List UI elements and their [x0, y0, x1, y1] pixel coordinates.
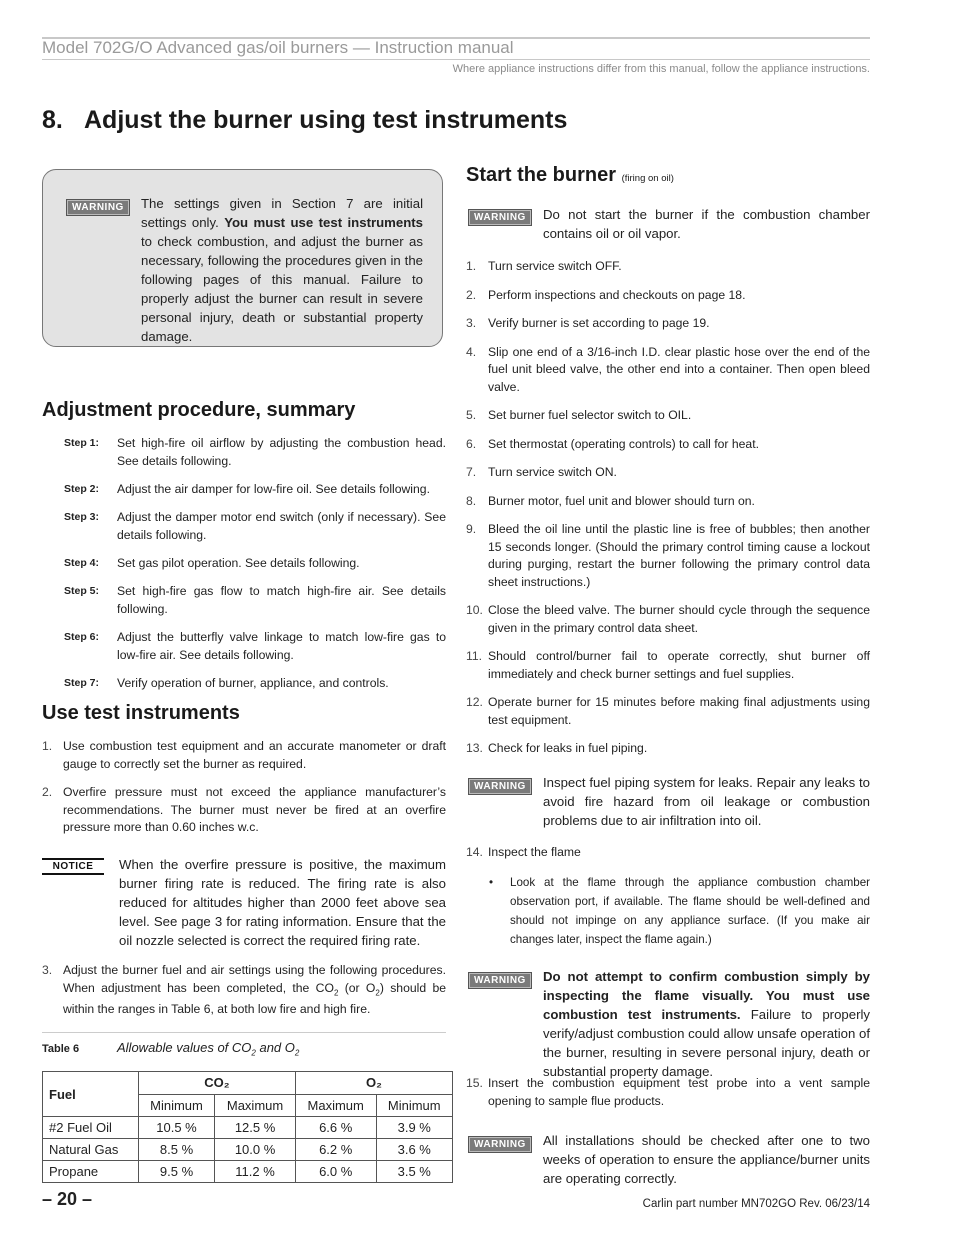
- notice-badge: NOTICE: [42, 858, 104, 875]
- step-14: [466, 844, 870, 873]
- step-item: Step 7: Verify operation of burner, appliance, and controls.: [64, 676, 389, 690]
- list-item: 3. Verify burner is set according to page 19.: [466, 316, 710, 330]
- warning-fuel-piping: [466, 773, 870, 831]
- warning-badge: WARNING: [66, 199, 130, 216]
- step-item: Step 3: Adjust the damper motor end switch (only if necessary). See details following.: [64, 510, 446, 542]
- section-title: Adjust the burner using test instruments: [84, 106, 568, 134]
- warning-text: The settings given in Section 7 are initial settings only. You must use test instruments to check combustion, and adjust the burner as necessary, following the procedures given in the following pages of this manual. Failure to properly adjust the burner can result in severe personal injury, death or substantial property damage.: [141, 196, 423, 344]
- header-bottom-rule: [42, 59, 870, 60]
- allowable-values-table: [42, 1071, 453, 1183]
- list-item: 15. Insert the combustion equipment test probe into a vent sample opening to sample flue products.: [466, 1076, 870, 1108]
- list-item: 2. Overfire pressure must not exceed the appliance manufacturer’s recommendations. The burner must never be fired at an overfire pressure more than 0.60 inches w.c.: [42, 785, 446, 834]
- list-item: 5. Set burner fuel selector switch to OIL.: [466, 408, 692, 422]
- step-item: Step 6: Adjust the butterfly valve linkage to match low-fire gas to low-fire air. See details following.: [64, 630, 446, 662]
- list-item: 10. Close the bleed valve. The burner should cycle through the sequence given in the primary control data sheet.: [466, 603, 870, 635]
- notice-text: When the overfire pressure is positive, the maximum burner firing rate is reduced. The firing rate is also reduced for altitudes higher than 2000 feet above sea level. See page 3 for rating information. Ensure that the oil nozzle selected is correct the required firing rate.: [119, 857, 446, 948]
- list-item: 2. Perform inspections and checkouts on page 18.: [466, 287, 746, 302]
- start-steps-list: [466, 258, 870, 769]
- step-item: Step 5: Set high-fire gas flow to match high-fire air. See details following.: [64, 584, 446, 616]
- list-item: 14. Inspect the flame: [466, 845, 581, 859]
- table-row: #2 Fuel Oil 10.5 % 12.5 % 6.6 % 3.9 %: [43, 1117, 453, 1139]
- col-fuel: Fuel: [43, 1072, 139, 1117]
- warning-text: Do not start the burner if the combustion chamber contains oil or oil vapor.: [543, 207, 870, 241]
- sub-header: Maximum: [295, 1094, 376, 1117]
- warning-badge: WARNING: [468, 209, 532, 226]
- list-item: 9. Bleed the oil line until the plastic line is free of bubbles; then another 15 seconds longer. (Should the primary control timing cause a lockout during purging, restart the burner following the primary control data sheet instructions.): [466, 522, 870, 589]
- table-caption: Table 6 Allowable values of $CO_2$ and $O_2$: [42, 1040, 300, 1058]
- bullet-item: • Look at the flame through the appliance combustion chamber observation port, if available. The flame should be well-defined and should not impinge on any appliance surface. (If you make air changes later, inspect the flame again.): [488, 876, 870, 946]
- step-item: Step 2: Adjust the air damper for low-fire oil. See details following.: [64, 482, 430, 496]
- warning-text: Do not attempt to confirm combustion simply by inspecting the flame visually. You must use combustion test instruments. Failure to properly verify/adjust combustion could allow unsafe operation of the burner, resulting in severe personal injury, death or substantial property damage.: [543, 969, 870, 1079]
- flame-bullet: [466, 873, 870, 949]
- sub-header: Maximum: [215, 1094, 296, 1117]
- start-burner-heading: Start the burner (firing on oil): [466, 164, 674, 186]
- list-item: 1. Turn service switch OFF.: [466, 259, 622, 273]
- list-item: 8. Burner motor, fuel unit and blower should turn on.: [466, 493, 755, 508]
- step-item: Step 4: Set gas pilot operation. See details following.: [64, 556, 360, 570]
- step-15: [466, 1075, 870, 1121]
- warning-text: All installations should be checked after one to two weeks of operation to ensure the appliance/burner units are operating correctly.: [543, 1133, 870, 1186]
- warning-badge: WARNING: [468, 1136, 532, 1153]
- table-row: Propane 9.5 % 11.2 % 6.0 % 3.5 %: [43, 1161, 453, 1183]
- col-o2: O₂: [295, 1072, 452, 1095]
- warning-installation-check: [466, 1131, 870, 1189]
- list-item: 13. Check for leaks in fuel piping.: [466, 741, 648, 755]
- warning-oil-vapor: [466, 205, 870, 245]
- sub-header: Minimum: [376, 1094, 452, 1117]
- use-test-heading: Use test instruments: [42, 702, 240, 724]
- list-item: 1. Use combustion test equipment and an accurate manometer or draft gauge to correctly set the burner as required.: [42, 739, 446, 771]
- list-item: 12. Operate burner for 15 minutes before making final adjustments using test equipment.: [466, 695, 870, 727]
- summary-steps: [42, 434, 446, 702]
- list-item: 11. Should control/burner fail to operate correctly, shut burner off immediately and check burner settings and fuel supplies.: [466, 649, 870, 681]
- list-item: 6. Set thermostat (operating controls) to call for heat.: [466, 436, 759, 451]
- use-test-item-3: [42, 962, 446, 1030]
- list-item: 3. Adjust the burner fuel and air settings using the following procedures. When adjustment has been completed, the $CO_2$ (or $O_2$) should be within the ranges in Table 6, at both low fire and high fire.: [42, 963, 446, 1017]
- warning-combustion: [466, 967, 870, 1079]
- section-heading: [42, 106, 567, 135]
- use-test-list: [42, 738, 446, 848]
- summary-heading: Adjustment procedure, summary: [42, 399, 356, 421]
- page-number: – 20 –: [42, 1189, 93, 1209]
- section-number: 8.: [42, 106, 63, 134]
- step-item: Step 1: Set high-fire oil airflow by adjusting the combustion head. See details following.: [64, 436, 446, 468]
- warning-badge: WARNING: [468, 778, 532, 795]
- warning-badge: WARNING: [468, 972, 532, 989]
- table-row: Natural Gas 8.5 % 10.0 % 6.2 % 3.6 %: [43, 1139, 453, 1161]
- table-rule: [42, 1032, 446, 1033]
- list-item: 7. Turn service switch ON.: [466, 465, 617, 479]
- list-item: 4. Slip one end of a 3/16-inch I.D. clear plastic hose over the end of the fuel unit bleed valve, the other end into a container. Then open bleed valve.: [466, 344, 870, 394]
- manual-subtitle: Where appliance instructions differ from this manual, follow the appliance instructions.: [452, 63, 870, 75]
- warning-text: Inspect fuel piping system for leaks. Repair any leaks to avoid fire hazard from oil leakage or combustion problems due to air infiltration into oil.: [543, 775, 870, 828]
- part-number: Carlin part number MN702GO Rev. 06/23/14: [642, 1198, 870, 1210]
- sub-header: Minimum: [138, 1094, 214, 1117]
- manual-title: Model 702G/O Advanced gas/oil burners — Instruction manual: [42, 38, 514, 57]
- col-co2: CO₂: [138, 1072, 295, 1095]
- warning-box-settings: [42, 169, 443, 347]
